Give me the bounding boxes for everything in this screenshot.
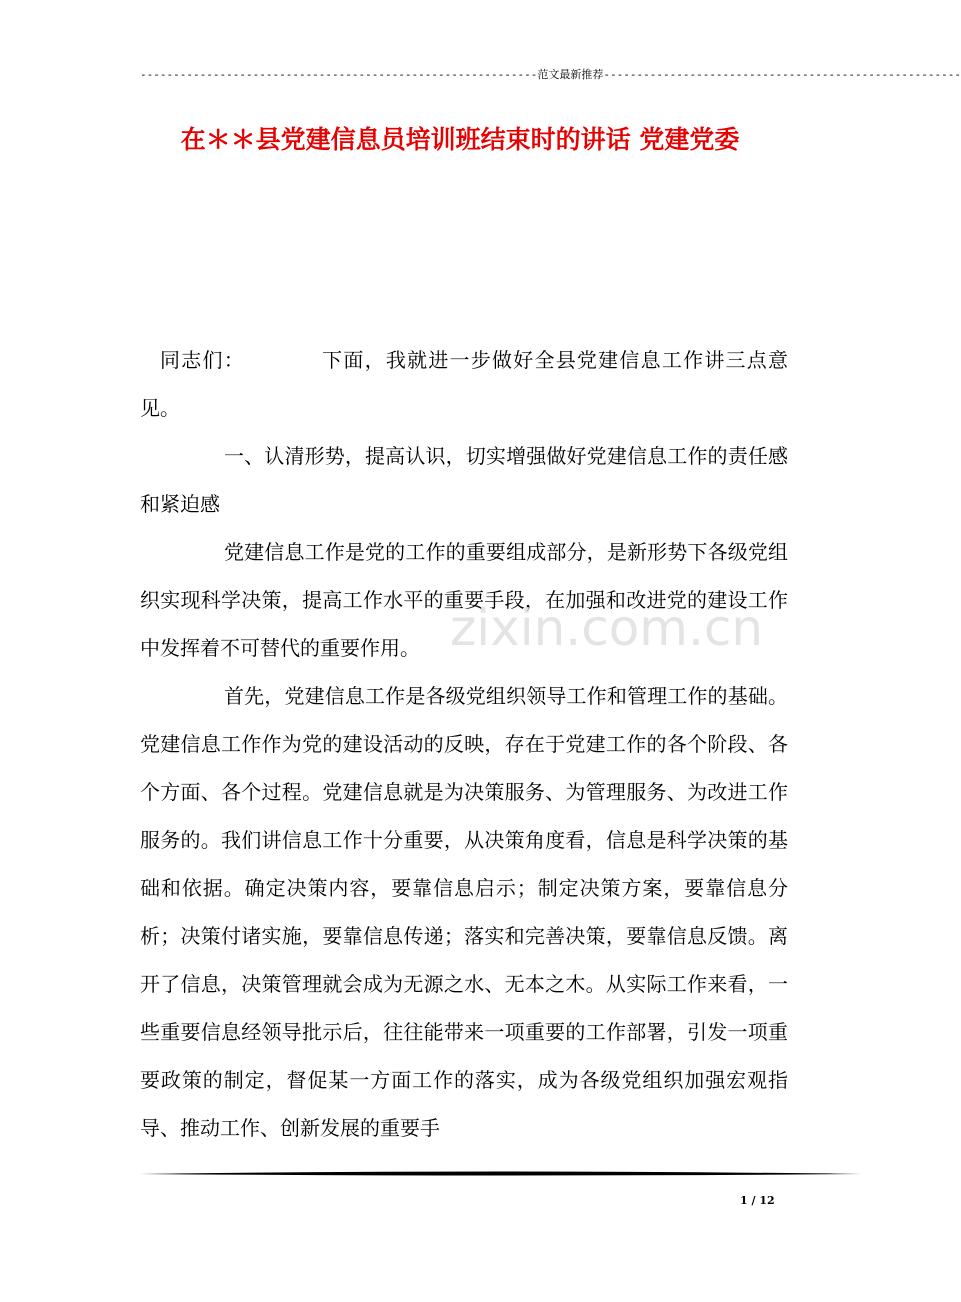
footer-divider (140, 1170, 862, 1177)
document-title: 在＊＊县党建信息员培训班结束时的讲话 党建党委 (180, 125, 740, 154)
watermark-logo: zixin.com.cn (450, 599, 764, 657)
intro-text: 下面，我就进一步做好全县党建信息工作讲三点意见。 (140, 348, 789, 420)
greeting-paragraph (140, 336, 788, 432)
greeting: 同志们： (160, 348, 245, 372)
section-heading: 一、认清形势，提高认识，切实增强做好党建信息工作的责任感和紧迫感 (140, 444, 788, 516)
page-number: 1 / 12 (740, 1194, 775, 1207)
paragraph-1: 党建信息工作是党的工作的重要组成部分，是新形势下各级党组织实现科学决策，提高工作水平的重要手段，在加强和改进党的建设工作中发挥着不可替代的重要作用。 (140, 540, 788, 660)
header-dashed-line: ------------------------------------------------------------范文最新推荐------------------------------------------------------ (140, 68, 961, 81)
paragraph-2: 首先，党建信息工作是各级党组织领导工作和管理工作的基础。党建信息工作作为党的建设活动的反映，存在于党建工作的各个阶段、各个方面、各个过程。党建信息就是为决策服务、为管理服务、为改进工作服务的。我们讲信息工作十分重要，从决策角度看，信息是科学决策的基础和依据。确定决策内容，要靠信息启示；制定决策方案，要靠信息分析；决策付诸实施，要靠信息传递；落实和完善决策，要靠信息反馈。离开了信息，决策管理就会成为无源之水、无本之木。从实际工作来看，一些重要信息经领导批示后，往往能带来一项重要的工作部署，引发一项重要政策的制定，督促某一方面工作的落实，成为各级党组织加强宏观指导、推动工作、创新发展的重要手 (140, 684, 788, 1140)
document-body (140, 336, 788, 1152)
